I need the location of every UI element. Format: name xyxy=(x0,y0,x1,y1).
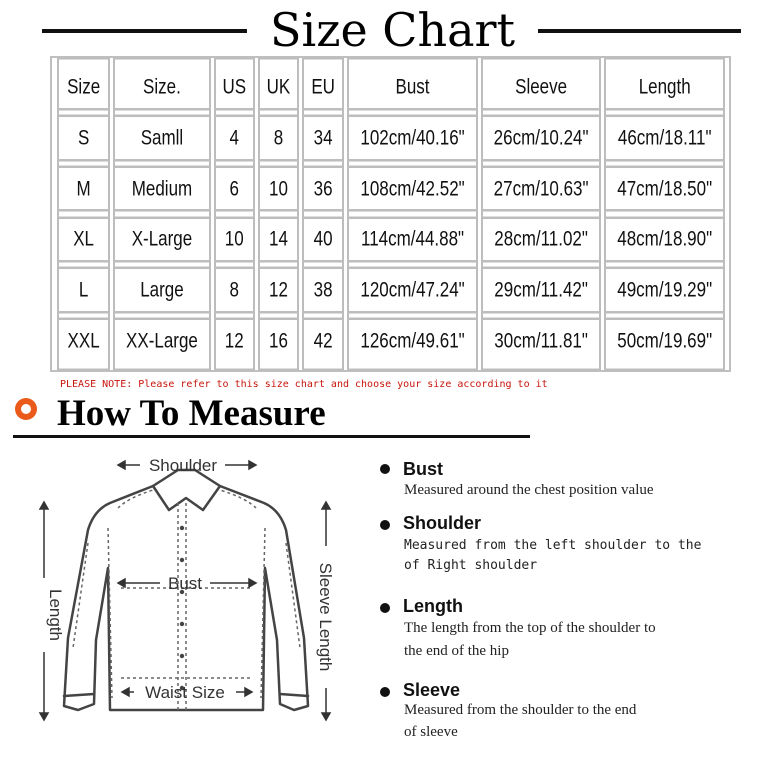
measure-desc-line: The length from the top of the shoulder to xyxy=(404,620,656,636)
waist-size-label: Waist Size xyxy=(145,683,225,702)
table-cell: 108cm/42.52" xyxy=(347,159,478,219)
size-note: PLEASE NOTE: Please refer to this size chart and choose your size according to it xyxy=(60,379,548,390)
table-row xyxy=(57,165,725,213)
title-rule-left xyxy=(42,29,247,33)
shirt-outline xyxy=(64,486,308,710)
table-row xyxy=(57,317,725,365)
shoulder-label: Shoulder xyxy=(148,456,218,475)
table-cell: 26cm/10.24" xyxy=(481,108,602,168)
table-cell: 12 xyxy=(214,311,255,371)
bullet-icon xyxy=(380,520,390,530)
measure-heading: Sleeve xyxy=(403,680,461,700)
table-cell: 4 xyxy=(214,108,255,168)
measure-heading: Bust xyxy=(403,459,443,479)
table-cell: 28cm/11.02" xyxy=(481,210,602,270)
table-cell: XX-Large xyxy=(113,311,210,371)
title-rule-right xyxy=(538,29,741,33)
table-cell: 40 xyxy=(302,210,344,270)
page-title: Size Chart xyxy=(269,3,516,57)
table-header-cell: Bust xyxy=(347,57,478,117)
table-cell: 12 xyxy=(258,260,299,320)
table-header-cell: Size xyxy=(57,57,110,117)
sleeve-length-label: Sleeve Length xyxy=(316,562,335,672)
measure-desc-line: Measured from the shoulder to the end xyxy=(404,702,637,718)
shirt-diagram xyxy=(28,448,346,758)
table-cell: 27cm/10.63" xyxy=(481,159,602,219)
table-cell: X-Large xyxy=(113,210,210,270)
table-header-cell: Size. xyxy=(113,57,210,117)
table-cell: 8 xyxy=(214,260,255,320)
table-cell: 126cm/49.61" xyxy=(347,311,478,371)
table-header-row xyxy=(57,63,725,111)
table-cell: 46cm/18.11" xyxy=(604,108,725,168)
table-cell: 6 xyxy=(214,159,255,219)
measure-desc-line: of Right shoulder xyxy=(404,558,538,573)
table-cell: 10 xyxy=(258,159,299,219)
bullet-icon xyxy=(380,464,390,474)
table-header-cell: UK xyxy=(258,57,299,117)
table-cell: 16 xyxy=(258,311,299,371)
table-cell: 42 xyxy=(302,311,344,371)
measure-desc-line: Measured from the left shoulder to the xyxy=(404,538,702,553)
table-cell: XXL xyxy=(57,311,110,371)
bullet-icon xyxy=(380,603,390,613)
table-row xyxy=(57,215,725,263)
length-label: Length xyxy=(46,589,65,641)
table-cell: L xyxy=(57,260,110,320)
table-cell: 102cm/40.16" xyxy=(347,108,478,168)
table-cell: 38 xyxy=(302,260,344,320)
table-cell: 36 xyxy=(302,159,344,219)
table-cell: S xyxy=(57,108,110,168)
table-cell: Large xyxy=(113,260,210,320)
table-header-cell: US xyxy=(214,57,255,117)
target-circle-icon xyxy=(15,398,37,420)
table-header-cell: Sleeve xyxy=(481,57,602,117)
table-cell: Samll xyxy=(113,108,210,168)
measure-heading: Length xyxy=(403,596,463,616)
bust-label: Bust xyxy=(167,574,203,593)
table-cell: 14 xyxy=(258,210,299,270)
measure-heading: Shoulder xyxy=(403,513,482,533)
table-cell: Medium xyxy=(113,159,210,219)
section-title: How To Measure xyxy=(57,393,326,434)
section-rule xyxy=(13,435,530,438)
table-row xyxy=(57,266,725,314)
table-cell: 34 xyxy=(302,108,344,168)
table-cell: 29cm/11.42" xyxy=(481,260,602,320)
table-cell: 48cm/18.90" xyxy=(604,210,725,270)
size-table xyxy=(54,60,728,368)
table-cell: 47cm/18.50" xyxy=(604,159,725,219)
table-cell: 49cm/19.29" xyxy=(604,260,725,320)
size-chart-header xyxy=(0,0,768,60)
bullet-icon xyxy=(380,687,390,697)
table-header-cell: Length xyxy=(604,57,725,117)
table-row xyxy=(57,114,725,162)
table-cell: M xyxy=(57,159,110,219)
table-cell: 114cm/44.88" xyxy=(347,210,478,270)
measure-desc-line: Measured around the chest position value xyxy=(404,482,654,498)
table-cell: 10 xyxy=(214,210,255,270)
measure-desc-line: the end of the hip xyxy=(404,643,509,659)
table-header-cell: EU xyxy=(302,57,344,117)
table-cell: 50cm/19.69" xyxy=(604,311,725,371)
table-cell: 120cm/47.24" xyxy=(347,260,478,320)
table-cell: XL xyxy=(57,210,110,270)
table-cell: 30cm/11.81" xyxy=(481,311,602,371)
table-cell: 8 xyxy=(258,108,299,168)
measure-desc-line: of sleeve xyxy=(404,724,458,740)
